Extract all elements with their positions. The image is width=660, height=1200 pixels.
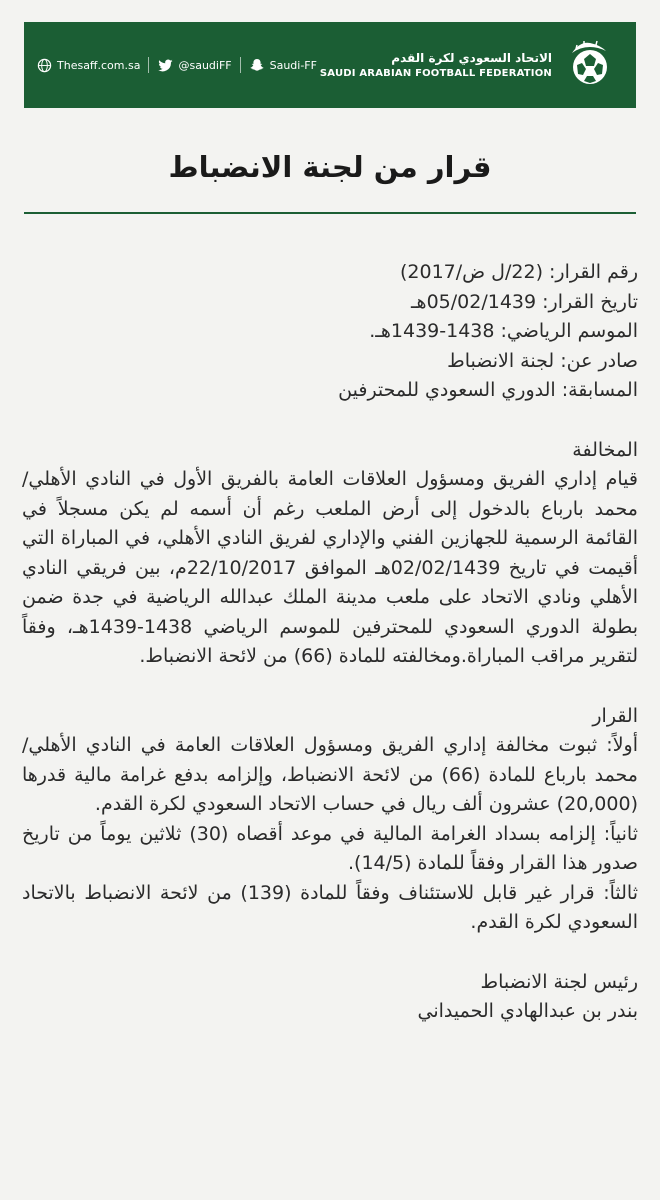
website-link[interactable] xyxy=(36,57,140,73)
meta-competition: المسابقة: الدوري السعودي للمحترفين xyxy=(338,379,638,401)
signature-name: بندر بن عبدالهادي الحميداني xyxy=(417,1000,638,1022)
website-text: Thesaff.com.sa xyxy=(57,58,141,72)
federation-name xyxy=(320,51,552,79)
signature-block xyxy=(22,968,638,1027)
divider xyxy=(240,57,241,73)
document-title: قرار من لجنة الانضباط xyxy=(168,150,492,184)
snapchat-link[interactable] xyxy=(249,57,317,73)
snapchat-ghost-icon xyxy=(249,57,265,73)
document-body xyxy=(22,258,638,1027)
snapchat-handle: Saudi-FF xyxy=(269,58,317,72)
divider xyxy=(148,57,149,73)
federation-name-arabic: الاتحاد السعودي لكرة القدم xyxy=(391,51,552,65)
meta-season: الموسم الرياضي: 1438-1439هـ. xyxy=(369,320,638,342)
meta-decision-date: تاريخ القرار: 05/02/1439هـ xyxy=(410,290,638,313)
federation-name-english: SAUDI ARABIAN FOOTBALL FEDERATION xyxy=(319,68,552,79)
meta-decision-number: رقم القرار: (22/ل ض/2017) xyxy=(399,261,638,283)
violation-section xyxy=(22,436,638,672)
decision-item-second: ثانياً: إلزامه بسداد الغرامة المالية في موعد أقصاه (30) ثلاثين يوماً من تاريخ صدور هذا القرار وفقاً للمادة (14/5). xyxy=(22,822,638,874)
violation-heading: المخالفة xyxy=(572,438,638,461)
title-divider xyxy=(24,212,636,214)
twitter-bird-icon xyxy=(157,57,173,73)
football-federation-logo-icon xyxy=(562,37,618,93)
signature-role: رئيس لجنة الانضباط xyxy=(480,970,638,993)
globe-icon xyxy=(36,57,52,73)
decision-meta xyxy=(22,258,638,406)
federation-brand xyxy=(320,37,618,93)
header-banner xyxy=(24,22,636,108)
violation-text: قيام إداري الفريق ومسؤول العلاقات العامة بالفريق الأول في النادي الأهلي/ محمد بارباع بالدخول إلى أرض الملعب رغم أن أسمه لم يكن مسجلاً في القائمة الرسمية للجهازين الفني والإداري لفريق النادي الأهلي، في المباراة التي أقيمت في تاريخ 02/02/1439هـ الموافق 22/10/2017م، بين فريقي النادي الأهلي ونادي الاتحاد على ملعب مدينة الملك عبدالله الرياضية في جدة ضمن بطولة الدوري السعودي للمحترفين للموسم الرياضي 1438-1439هـ، وفقاً لتقرير مراقب المباراة.ومخالفته للمادة (66) من لائحة الانضباط. xyxy=(22,468,638,667)
decision-section xyxy=(22,702,638,938)
decision-item-third: ثالثاً: قرار غير قابل للاستئناف وفقاً للمادة (139) من لائحة الانضباط بالاتحاد السعودي لكرة القدم. xyxy=(22,881,639,933)
decision-item-first: أولاً: ثبوت مخالفة إداري الفريق ومسؤول العلاقات العامة في النادي الأهلي/ محمد بارباع للمادة (66) من لائحة الانضباط، وإلزامه بدفع غرامة مالية قدرها (20,000) عشرون ألف ريال في حساب الاتحاد السعودي لكرة القدم. xyxy=(22,734,638,815)
social-links xyxy=(36,57,317,73)
meta-issuer: صادر عن: لجنة الانضباط xyxy=(447,349,638,372)
decision-heading: القرار xyxy=(592,704,638,727)
twitter-handle: @saudiFF xyxy=(178,58,232,72)
twitter-link[interactable] xyxy=(157,57,231,73)
